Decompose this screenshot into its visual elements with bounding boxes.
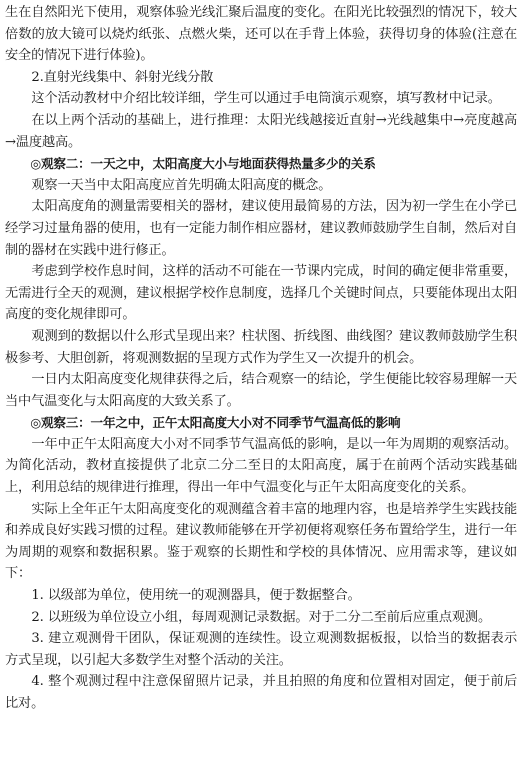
paragraph-yearly-observation: 一年中正午太阳高度大小对不同季节气温高低的影响，是以一年为周期的观察活动。为简化活动，教材直接提供了北京二分二至日的太阳高度，属于在前两个活动实践基础上，利用总结的规律进行推理，得出一年中气温变化与正午太阳高度变化的关系。 — [5, 436, 517, 496]
paragraph-magnifier-experiment: 生在自然阳光下使用，观察体验光线汇聚后温度的变化。在阳光比较强烈的情况下，较大倍数的放大镜可以烧灼纸张、点燃火柴，还可以在手背上体验，获得切身的体验(注意在安全的情况下进行体验)。 — [5, 5, 517, 64]
list-item-grade-unit: 1. 以级部为单位，使用统一的观测器具，便于数据整合。 — [31, 588, 361, 604]
paragraph-solar-altitude-concept: 观察一天当中太阳高度应首先明确太阳高度的概念。 — [31, 177, 332, 193]
paragraph-measuring-equipment: 太阳高度角的测量需要相关的器材，建议使用最简易的方法，因为初一学生在小学已经学习过量角器的使用，也有一定能力制作相应器材，建议教师鼓励学生自制，然后对自制的器材在实践中进行修正。 — [5, 199, 517, 258]
paragraph-reasoning-chain: 在以上两个活动的基础上，进行推理：太阳光线越接近直射→光线越集中→亮度越高→温度越高。 — [5, 112, 517, 150]
heading-observation-three: ◎观察三：一年之中，正午太阳高度大小对不同季节气温高低的影响 — [30, 415, 401, 431]
list-item-class-groups: 2. 以班级为单位设立小组，每周观测记录数据。对于二分二至前后应重点观测。 — [31, 609, 491, 625]
paragraph-data-presentation: 观测到的数据以什么形式呈现出来？柱状图、折线图、曲线图？建议教师鼓励学生积极参考、大胆创新，将观测数据的呈现方式作为学生又一次提升的机会。 — [5, 328, 517, 366]
list-item-core-team: 3. 建立观测骨干团队，保证观测的连续性。设立观测数据板报，以恰当的数据表示方式呈现，以引起大多数学生对整个活动的关注。 — [5, 631, 517, 668]
subheading-direct-vs-oblique-rays: 2.直射光线集中、斜射光线分散 — [31, 69, 214, 85]
heading-observation-two: ◎观察二：一天之中，太阳高度大小与地面获得热量多少的关系 — [30, 156, 376, 172]
list-item-photo-records: 4. 整个观测过程中注意保留照片记录，并且拍照的角度和位置相对固定，便于前后比对。 — [5, 674, 517, 711]
paragraph-daily-pattern-conclusion: 一日内太阳高度变化规律获得之后，结合观察一的结论，学生便能比较容易理解一天当中气温变化与太阳高度的大致关系了。 — [5, 372, 517, 409]
paragraph-practical-skills: 实际上全年正午太阳高度变化的观测蕴含着丰富的地理内容，也是培养学生实践技能和养成良好实践习惯的过程。建议教师能够在开学初便将观察任务布置给学生，进行一年为周期的观察和数据积累。鉴于观察的长期性和学校的具体情况、应用需求等，建议如下： — [5, 501, 517, 582]
paragraph-schedule-timing: 考虑到学校作息时间，这样的活动不可能在一节课内完成，时间的确定便非常重要，无需进行全天的观测，建议根据学校作息制度，选择几个关键时间点，只要能体现出太阳高度的变化规律即可。 — [5, 264, 517, 323]
paragraph-flashlight-demo: 这个活动教材中介绍比较详细，学生可以通过手电筒演示观察，填写教材中记录。 — [31, 91, 501, 107]
